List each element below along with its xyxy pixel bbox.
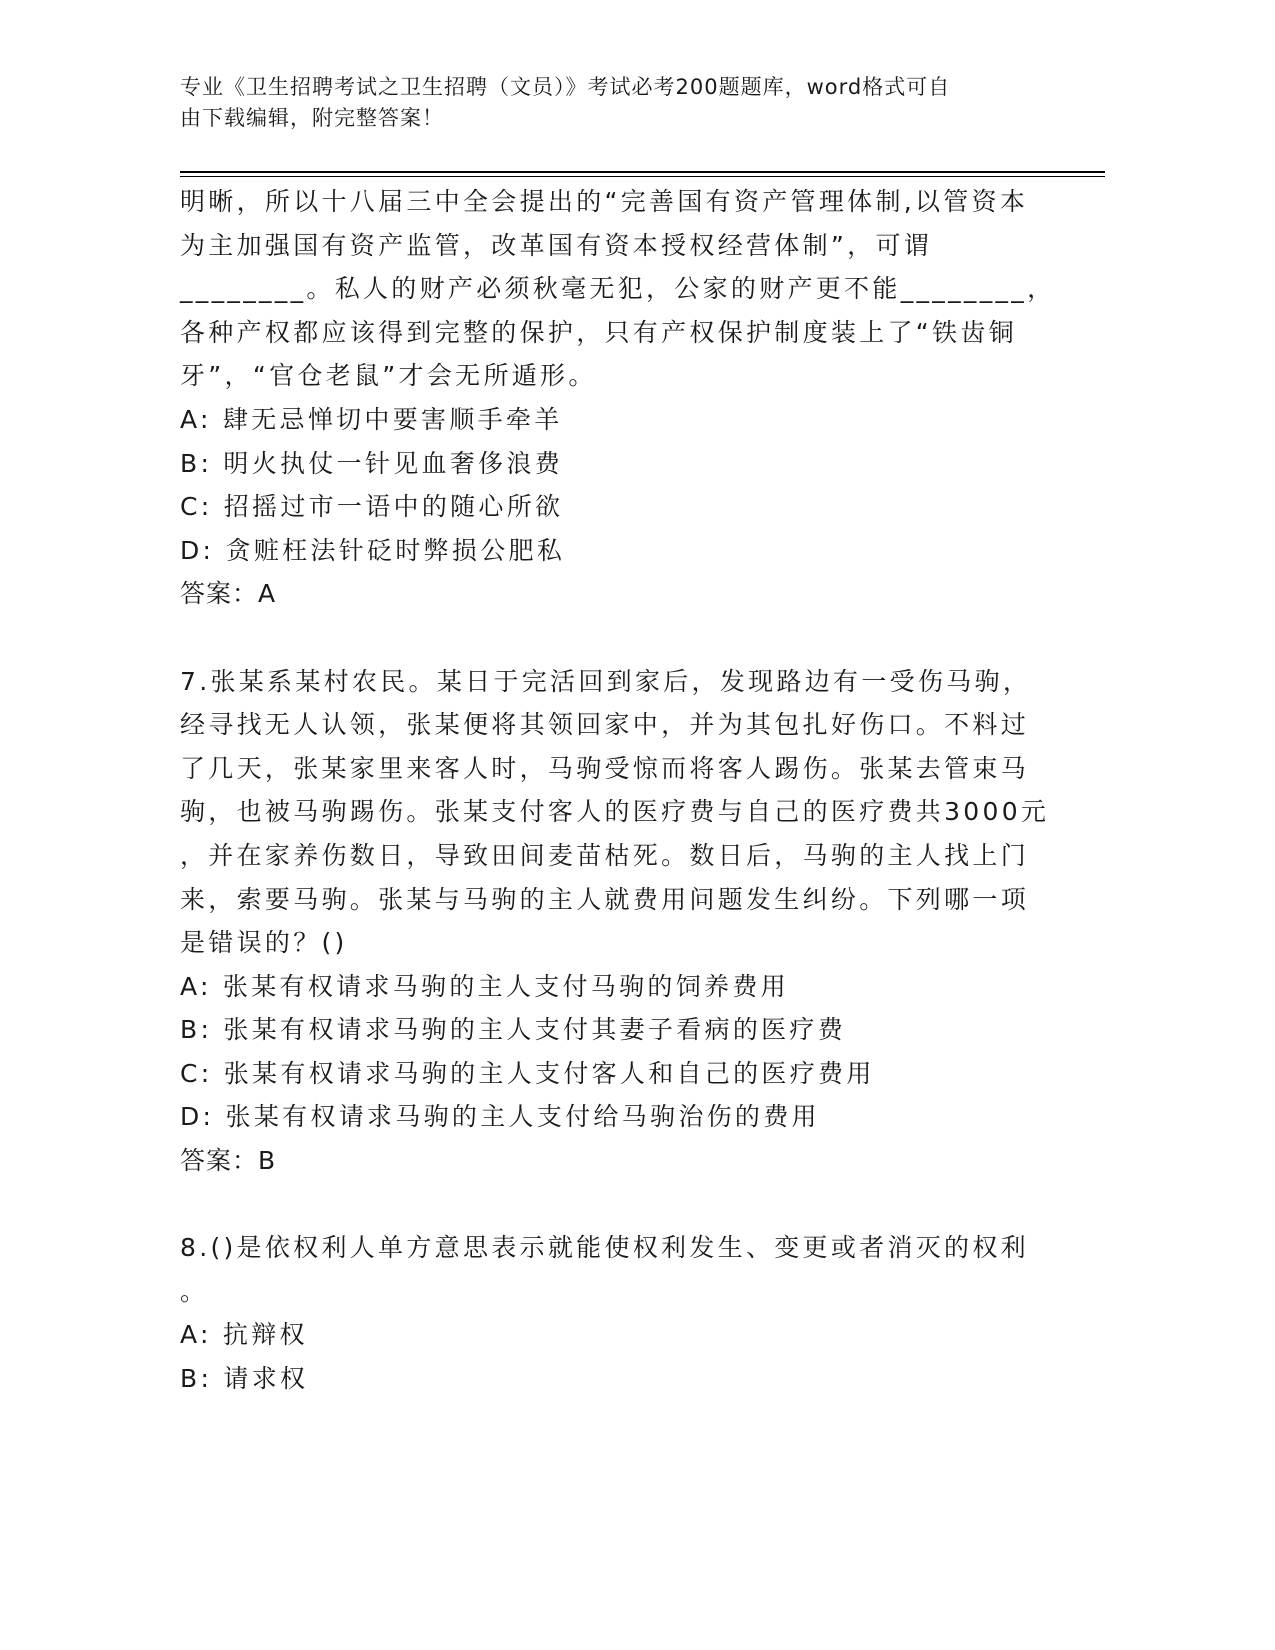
question-text-line: 来，索要马驹。张某与马驹的主人就费用问题发生纠纷。下列哪一项: [180, 884, 1030, 914]
document-header: [180, 72, 950, 134]
question-text-line: 各种产权都应该得到完整的保护，只有产权保护制度装上了“铁齿铜: [180, 317, 1017, 347]
question-text-line: 。: [180, 1276, 209, 1306]
option-d: D: 贪赃枉法针砭时弊损公肥私: [180, 535, 566, 565]
answer: 答案：B: [180, 1146, 277, 1176]
question-text-line: 牙”，“官仓老鼠”才会无所遁形。: [180, 361, 597, 391]
spacer: [180, 616, 1055, 660]
question-text-line: 为主加强国有资产监管，改革国有资本授权经营体制”，可谓: [180, 230, 933, 260]
option-c: C: 张某有权请求马驹的主人支付客人和自己的医疗费用: [180, 1058, 875, 1088]
option-a: A: 抗辩权: [180, 1320, 308, 1350]
question-text-line: ________。私人的财产必须秋毫无犯，公家的财产更不能________，: [180, 274, 1056, 304]
option-d: D: 张某有权请求马驹的主人支付给马驹治伤的费用: [180, 1102, 820, 1132]
answer: 答案：A: [180, 579, 277, 609]
question-text-line: 了几天，张某家里来客人时，马驹受惊而将客人踢伤。张某去管束马: [180, 753, 1030, 783]
option-b: B: 张某有权请求马驹的主人支付其妻子看病的医疗费: [180, 1015, 847, 1045]
question-8: [180, 1226, 1055, 1400]
question-6: [180, 180, 1055, 616]
header-line: 由下载编辑，附完整答案！: [180, 106, 444, 130]
option-c: C: 招摇过市一语中的随心所欲: [180, 492, 564, 522]
header-line: 专业《卫生招聘考试之卫生招聘（文员）》考试必考200题题库，word格式可自: [180, 75, 951, 99]
question-text-line: 明晰，所以十八届三中全会提出的“完善国有资产管理体制,以管资本: [180, 187, 1029, 216]
option-a: A: 肆无忌惮切中要害顺手牵羊: [180, 404, 563, 434]
header-divider-thin: [180, 176, 1105, 177]
option-b: B: 明火执仗一针见血奢侈浪费: [180, 448, 564, 478]
question-text-line: 8.()是依权利人单方意思表示就能使权利发生、变更或者消灭的权利: [180, 1233, 1029, 1263]
question-text-line: ，并在家养伤数日，导致田间麦苗枯死。数日后，马驹的主人找上门: [180, 840, 1030, 870]
question-text-line: 7.张某系某村农民。某日于完活回到家后，发现路边有一受伤马驹，: [180, 666, 1032, 696]
option-b: B: 请求权: [180, 1364, 309, 1394]
question-7: [180, 660, 1055, 1183]
header-divider: [180, 171, 1105, 173]
document-body: [180, 180, 1055, 1401]
question-text-line: 经寻找无人认领，张某便将其领回家中，并为其包扎好伤口。不料过: [180, 710, 1030, 740]
question-text-line: 驹，也被马驹踢伤。张某支付客人的医疗费与自己的医疗费共3000元: [180, 797, 1050, 827]
option-a: A: 张某有权请求马驹的主人支付马驹的饲养费用: [180, 971, 789, 1001]
spacer: [180, 1183, 1055, 1227]
question-text-line: 是错误的？(): [180, 928, 348, 958]
